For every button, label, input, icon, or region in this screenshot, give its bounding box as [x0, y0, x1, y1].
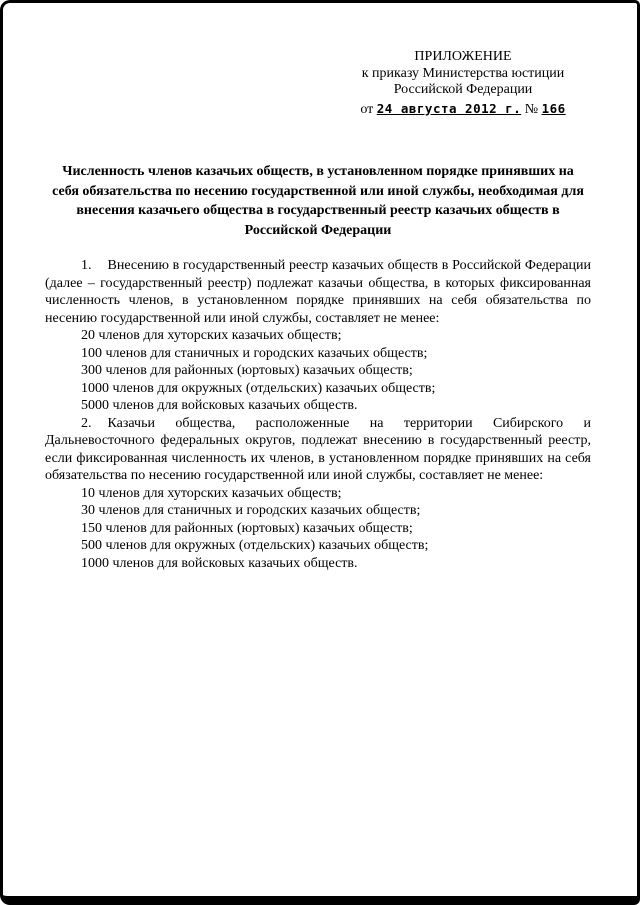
date-prefix: от: [360, 101, 374, 117]
list-item: 150 членов для районных (юртовых) казачьих обществ;: [81, 520, 413, 536]
paragraph-2: [45, 415, 591, 485]
document-title: Численность членов казачьих обществ, в установленном порядке принявших на себя обязательства по несению государственной или иной службы, необходимая для внесения казачьего общества в государственный реестр казачьих обществ в Российской Федерации: [52, 164, 584, 238]
order-number: 166: [541, 100, 566, 116]
list-2: [45, 485, 591, 573]
list-item: 10 членов для хуторских казачьих обществ;: [81, 485, 342, 501]
header-order-line: к приказу Министерства юстиции: [361, 65, 565, 81]
number-sign: №: [524, 101, 539, 117]
paragraph-1: [45, 257, 591, 327]
header-rf-line: Российской Федерации: [393, 82, 533, 97]
list-item: 1000 членов для окружных (отдельских) казачьих обществ;: [81, 380, 436, 396]
paragraph-1-text: Внесению в государственный реестр казачьих обществ в Российской Федерации (далее – государственный реестр) подлежат казачьи общества, в которых фиксированная численность членов, в установленном порядке принявших на себя обязательства по несению государственной или иной службы, составляет не менее:: [45, 258, 591, 326]
list-item: 5000 членов для войсковых казачьих обществ.: [81, 398, 358, 413]
paragraph-2-number: 2.: [81, 415, 92, 431]
list-item: 20 членов для хуторских казачьих обществ;: [81, 328, 342, 343]
header-appendix-label: ПРИЛОЖЕНИЕ: [414, 49, 512, 64]
list-item: 500 членов для окружных (отдельских) казачьих обществ;: [81, 538, 429, 553]
header-block: [335, 49, 591, 118]
list-item: 300 членов для районных (юртовых) казачьих обществ;: [81, 363, 413, 378]
header-date-line: [335, 101, 591, 119]
order-date: 24 августа 2012 г.: [376, 100, 522, 116]
list-item: 1000 членов для войсковых казачьих обществ.: [81, 555, 358, 571]
paragraph-2-text: Казачьи общества, расположенные на территории Сибирского и Дальневосточного федеральных округов, подлежат внесению в государственный реестр, если фиксированная численность их членов, в установленном порядке принявших на себя обязательства по несению государственной или иной службы, составляет не менее:: [45, 415, 591, 483]
paragraph-1-number: 1.: [81, 258, 92, 273]
list-1: [45, 327, 591, 415]
list-item: 100 членов для станичных и городских казачьих обществ;: [81, 345, 428, 361]
list-item: 30 членов для станичных и городских казачьих обществ;: [81, 503, 421, 518]
